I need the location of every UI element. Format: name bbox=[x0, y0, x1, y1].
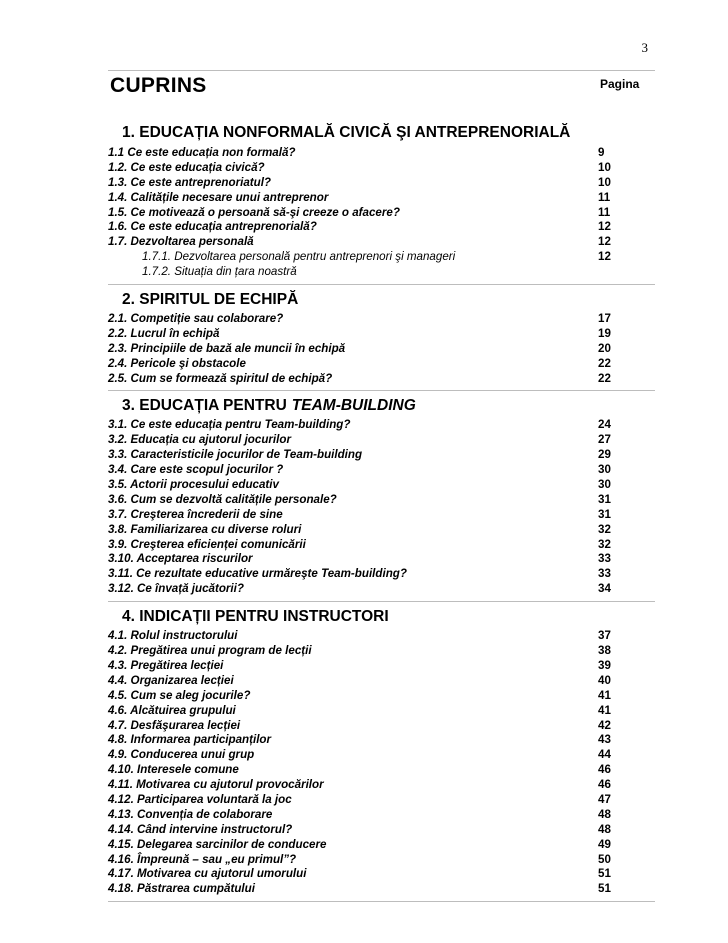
toc-entry[interactable] bbox=[108, 176, 654, 191]
entry-page-number: 10 bbox=[598, 160, 611, 174]
top-divider bbox=[108, 70, 655, 71]
entry-title: 3.5. Actorii procesului educativ bbox=[108, 478, 279, 492]
section-heading[interactable] bbox=[108, 289, 654, 310]
toc-entry[interactable] bbox=[108, 448, 654, 463]
entry-page-number: 48 bbox=[598, 807, 611, 821]
toc-entry[interactable] bbox=[108, 763, 654, 778]
toc-entry[interactable] bbox=[108, 463, 654, 478]
section-heading-text: 4. INDICAȚII PENTRU INSTRUCTORI bbox=[122, 608, 389, 626]
toc-entry[interactable] bbox=[108, 882, 654, 897]
toc-entry[interactable] bbox=[108, 357, 654, 372]
toc-entry[interactable] bbox=[108, 853, 654, 868]
entry-page-number: 19 bbox=[598, 326, 611, 340]
entry-title: 3.2. Educația cu ajutorul jocurilor bbox=[108, 433, 291, 447]
toc-entry[interactable] bbox=[108, 733, 654, 748]
toc-entry[interactable] bbox=[108, 538, 654, 553]
entry-title: 4.14. Când intervine instructorul? bbox=[108, 822, 293, 836]
entry-page-number: 32 bbox=[598, 537, 611, 551]
entry-page-number: 39 bbox=[598, 658, 611, 672]
toc-entry[interactable] bbox=[108, 146, 654, 161]
toc-entry[interactable] bbox=[108, 372, 654, 387]
toc-subentry[interactable] bbox=[108, 265, 654, 280]
entry-page-number: 34 bbox=[598, 582, 611, 596]
entry-title: 2.1. Competiție sau colaborare? bbox=[108, 312, 284, 326]
entry-title: 3.11. Ce rezultate educative urmăreşte Team-building? bbox=[108, 567, 407, 581]
section-heading[interactable] bbox=[108, 606, 654, 627]
section-heading-text: 1. EDUCAȚIA NONFORMALĂ CIVICĂ ŞI ANTREPRENORIALĂ bbox=[122, 124, 571, 141]
entry-page-number: 10 bbox=[598, 175, 611, 189]
toc-entry[interactable] bbox=[108, 478, 654, 493]
page-number: 3 bbox=[641, 40, 648, 55]
entry-title: 4.13. Convenția de colaborare bbox=[108, 807, 273, 821]
toc-entry[interactable] bbox=[108, 808, 654, 823]
entry-title: 1.7. Dezvoltarea personală bbox=[108, 235, 254, 249]
toc-entry[interactable] bbox=[108, 567, 654, 582]
entry-page-number: 44 bbox=[598, 748, 611, 762]
toc-entry[interactable] bbox=[108, 161, 654, 176]
entry-page-number: 20 bbox=[598, 341, 611, 355]
entry-page-number: 29 bbox=[598, 448, 611, 462]
entry-title: 3.7. Creşterea încrederii de sine bbox=[108, 507, 283, 521]
entry-title: 4.7. Desfăşurarea lecției bbox=[108, 718, 241, 732]
entry-title: 4.17. Motivarea cu ajutorul umorului bbox=[108, 867, 307, 881]
toc-entry[interactable] bbox=[108, 582, 654, 597]
entry-title: 1.1 Ce este educația non formală? bbox=[108, 146, 296, 159]
entry-page-number: 31 bbox=[598, 507, 611, 521]
toc-entry[interactable] bbox=[108, 493, 654, 508]
entry-page-number: 17 bbox=[598, 312, 611, 326]
toc-entry[interactable] bbox=[108, 523, 654, 538]
entry-page-number: 50 bbox=[598, 852, 611, 866]
entry-title: 1.4. Calitățile necesare unui antreprenor bbox=[108, 190, 329, 204]
entry-page-number: 51 bbox=[598, 867, 611, 881]
toc-section bbox=[108, 606, 654, 902]
toc-entry[interactable] bbox=[108, 342, 654, 357]
entry-page-number: 42 bbox=[598, 718, 611, 732]
entry-title: 4.4. Organizarea lecției bbox=[108, 673, 234, 687]
entry-title: 1.7.2. Situația din țara noastră bbox=[142, 265, 297, 279]
entry-page-number: 46 bbox=[598, 778, 611, 792]
entry-title: 1.2. Ce este educația civică? bbox=[108, 160, 265, 174]
toc-section bbox=[108, 122, 654, 285]
entry-page-number: 33 bbox=[598, 567, 611, 581]
entry-page-number: 24 bbox=[598, 418, 611, 432]
toc-subentry[interactable] bbox=[108, 250, 654, 265]
entry-title: 2.4. Pericole şi obstacole bbox=[108, 356, 246, 370]
entry-title: 3.4. Care este scopul jocurilor ? bbox=[108, 463, 284, 477]
entry-title: 4.6. Alcătuirea grupului bbox=[108, 703, 236, 717]
entry-title: 3.8. Familiarizarea cu diverse roluri bbox=[108, 522, 302, 536]
entry-page-number: 49 bbox=[598, 837, 611, 851]
table-of-contents bbox=[108, 122, 654, 902]
entry-title: 3.6. Cum se dezvoltă calitățile personale? bbox=[108, 492, 337, 506]
entry-title: 2.3. Principiile de bază ale muncii în echipă bbox=[108, 341, 346, 355]
section-heading-text: 2. SPIRITUL DE ECHIPĂ bbox=[122, 291, 299, 309]
section-divider bbox=[108, 284, 655, 285]
entry-page-number: 30 bbox=[598, 478, 611, 492]
section-heading[interactable] bbox=[108, 395, 654, 416]
entry-page-number: 12 bbox=[598, 250, 611, 264]
toc-entry[interactable] bbox=[108, 418, 654, 433]
entry-page-number: 30 bbox=[598, 463, 611, 477]
entry-title: 4.8. Informarea participanților bbox=[108, 733, 272, 747]
toc-entry[interactable] bbox=[108, 793, 654, 808]
toc-entry[interactable] bbox=[108, 629, 654, 644]
entry-title: 4.5. Cum se aleg jocurile? bbox=[108, 688, 251, 702]
section-heading-text: 3. EDUCAȚIA PENTRU bbox=[122, 397, 287, 415]
entry-title: 4.9. Conducerea unui grup bbox=[108, 748, 255, 762]
entry-page-number: 37 bbox=[598, 629, 611, 643]
entry-page-number: 22 bbox=[598, 371, 611, 385]
entry-page-number: 38 bbox=[598, 644, 611, 658]
toc-entry[interactable] bbox=[108, 191, 654, 206]
entry-title: 3.10. Acceptarea riscurilor bbox=[108, 552, 253, 566]
toc-entry[interactable] bbox=[108, 778, 654, 793]
entry-title: 1.6. Ce este educația antreprenorială? bbox=[108, 220, 317, 234]
entry-title: 4.1. Rolul instructorului bbox=[108, 629, 238, 643]
entry-title: 4.3. Pregătirea lecției bbox=[108, 658, 224, 672]
entry-title: 4.15. Delegarea sarcinilor de conducere bbox=[108, 837, 327, 851]
toc-entry[interactable] bbox=[108, 719, 654, 734]
toc-entry[interactable] bbox=[108, 748, 654, 763]
toc-entry[interactable] bbox=[108, 704, 654, 719]
toc-entry[interactable] bbox=[108, 433, 654, 448]
entry-title: 2.5. Cum se formează spiritul de echipă? bbox=[108, 371, 333, 385]
entry-page-number: 12 bbox=[598, 220, 611, 234]
entry-title: 2.2. Lucrul în echipă bbox=[108, 326, 220, 340]
entry-page-number: 41 bbox=[598, 688, 611, 702]
entry-page-number: 33 bbox=[598, 552, 611, 566]
toc-entry[interactable] bbox=[108, 327, 654, 342]
entry-title: 1.5. Ce motivează o persoană să-şi creeze o afacere? bbox=[108, 205, 400, 219]
entry-title: 4.10. Interesele comune bbox=[108, 763, 239, 777]
entry-page-number: 46 bbox=[598, 763, 611, 777]
entry-title: 4.2. Pregătirea unui program de lecții bbox=[108, 644, 312, 658]
entry-page-number: 43 bbox=[598, 733, 611, 747]
entry-page-number: 27 bbox=[598, 433, 611, 447]
section-divider bbox=[108, 901, 655, 902]
toc-entry[interactable] bbox=[108, 220, 654, 235]
entry-page-number: 11 bbox=[598, 190, 611, 204]
section-heading-italic-text: TEAM-BUILDING bbox=[291, 397, 416, 415]
entry-page-number: 41 bbox=[598, 703, 611, 717]
section-divider bbox=[108, 601, 655, 602]
toc-entry[interactable] bbox=[108, 644, 654, 659]
toc-entry[interactable] bbox=[108, 659, 654, 674]
toc-section bbox=[108, 289, 654, 391]
toc-section bbox=[108, 395, 654, 602]
section-divider bbox=[108, 390, 655, 391]
toc-entry[interactable] bbox=[108, 838, 654, 853]
entry-page-number: 22 bbox=[598, 356, 611, 370]
entry-title: 3.3. Caracteristicile jocurilor de Team-building bbox=[108, 448, 363, 462]
toc-entry[interactable] bbox=[108, 689, 654, 704]
entry-page-number: 40 bbox=[598, 673, 611, 687]
toc-entry[interactable] bbox=[108, 823, 654, 838]
toc-entry[interactable] bbox=[108, 552, 654, 567]
entry-title: 1.7.1. Dezvoltarea personală pentru antreprenori şi manageri bbox=[142, 250, 456, 264]
entry-page-number: 47 bbox=[598, 792, 611, 806]
toc-entry[interactable] bbox=[108, 206, 654, 221]
toc-entry[interactable] bbox=[108, 508, 654, 523]
entry-title: 4.11. Motivarea cu ajutorul provocărilor bbox=[108, 778, 324, 792]
entry-page-number: 51 bbox=[598, 882, 611, 896]
entry-title: 3.1. Ce este educația pentru Team-building? bbox=[108, 418, 351, 432]
entry-page-number: 32 bbox=[598, 522, 611, 536]
entry-title: 4.18. Păstrarea cumpătului bbox=[108, 882, 255, 896]
page-column-label: Pagina bbox=[600, 77, 640, 91]
entry-page-number: 12 bbox=[598, 235, 611, 249]
toc-entry[interactable] bbox=[108, 235, 654, 250]
entry-title: 4.16. Împreună – sau „eu primul”? bbox=[108, 852, 297, 866]
entry-page-number: 48 bbox=[598, 822, 611, 836]
entry-page-number: 11 bbox=[598, 205, 611, 219]
section-heading[interactable] bbox=[108, 122, 654, 143]
toc-entry[interactable] bbox=[108, 312, 654, 327]
toc-title: CUPRINS bbox=[110, 74, 207, 97]
entry-page-number: 9 bbox=[598, 146, 605, 159]
entry-page-number: 31 bbox=[598, 492, 611, 506]
entry-title: 1.3. Ce este antreprenoriatul? bbox=[108, 175, 272, 189]
entry-title: 3.12. Ce învață jucătorii? bbox=[108, 582, 244, 596]
toc-entry[interactable] bbox=[108, 674, 654, 689]
entry-title: 3.9. Creşterea eficienței comunicării bbox=[108, 537, 306, 551]
toc-entry[interactable] bbox=[108, 867, 654, 882]
entry-title: 4.12. Participarea voluntară la joc bbox=[108, 792, 292, 806]
